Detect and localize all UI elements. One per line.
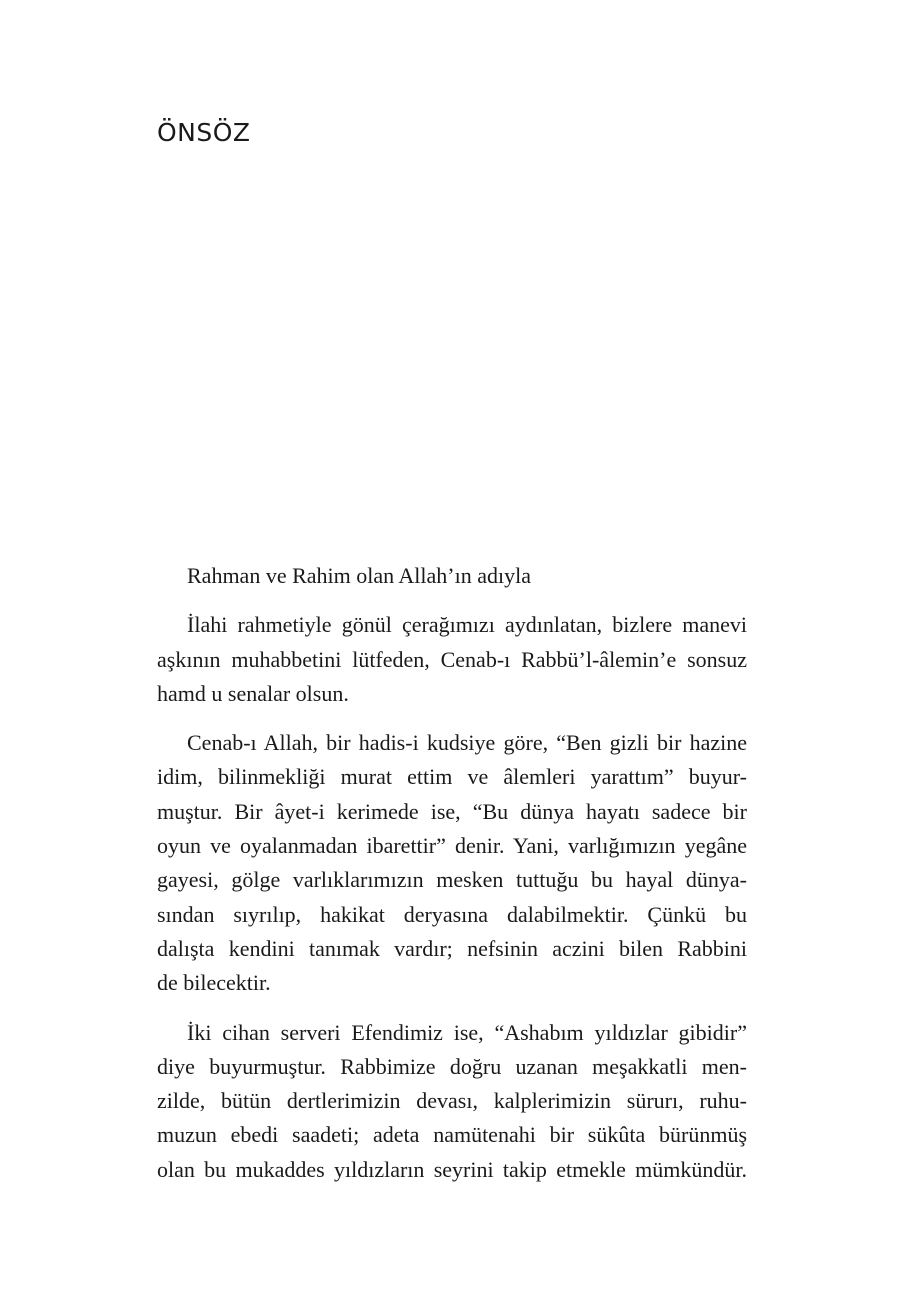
paragraph-hadith — [157, 726, 747, 1000]
body-text — [157, 559, 747, 1202]
paragraph-praise — [157, 608, 747, 711]
paragraph-stars — [157, 1016, 747, 1187]
text-line: hamd u senalar olsun. — [157, 680, 349, 706]
text-line: de bilecektir. — [157, 970, 271, 996]
text-line: İki cihan serveri Efendimiz ise, “Ashabım yıldızlar gibidir” — [187, 1019, 747, 1045]
text-line: oyun ve oyalanmadan ibarettir” denir. Yani, varlığımızın yegâne — [157, 833, 747, 859]
text-line: sından sıyrılıp, hakikat deryasına dalabilmektir. Çünkü bu — [157, 901, 747, 927]
text-line: İlahi rahmetiyle gönül çerağımızı aydınlatan, bizlere manevi — [187, 612, 747, 638]
text-line: gayesi, gölge varlıklarımızın mesken tuttuğu bu hayal dünya- — [157, 867, 747, 893]
page-title: ÖNSÖZ — [157, 118, 251, 147]
text-line: aşkının muhabbetini lütfeden, Cenab-ı Rabbü’l-âlemin’e sonsuz — [157, 646, 747, 672]
text-line: dalışta kendini tanımak vardır; nefsinin aczini bilen Rabbini — [157, 935, 747, 961]
text-line: olan bu mukaddes yıldızların seyrini takip etmekle mümkündür. — [157, 1156, 747, 1182]
text-line: idim, bilinmekliği murat ettim ve âlemleri yarattım” buyur- — [157, 764, 747, 790]
text-line: diye buyurmuştur. Rabbimize doğru uzanan meşakkatli men- — [157, 1053, 747, 1079]
text-line: muştur. Bir âyet-i kerimede ise, “Bu dünya hayatı sadece bir — [157, 798, 747, 824]
text-line: Rahman ve Rahim olan Allah’ın adıyla — [187, 563, 531, 588]
text-line: zilde, bütün dertlerimizin devası, kalplerimizin sürurı, ruhu- — [157, 1088, 747, 1114]
text-line: muzun ebedi saadeti; adeta namütenahi bir sükûta bürünmüş — [157, 1122, 747, 1148]
text-line: Cenab-ı Allah, bir hadis-i kudsiye göre, “Ben gizli bir hazine — [187, 730, 747, 756]
paragraph-basmala — [157, 559, 747, 593]
